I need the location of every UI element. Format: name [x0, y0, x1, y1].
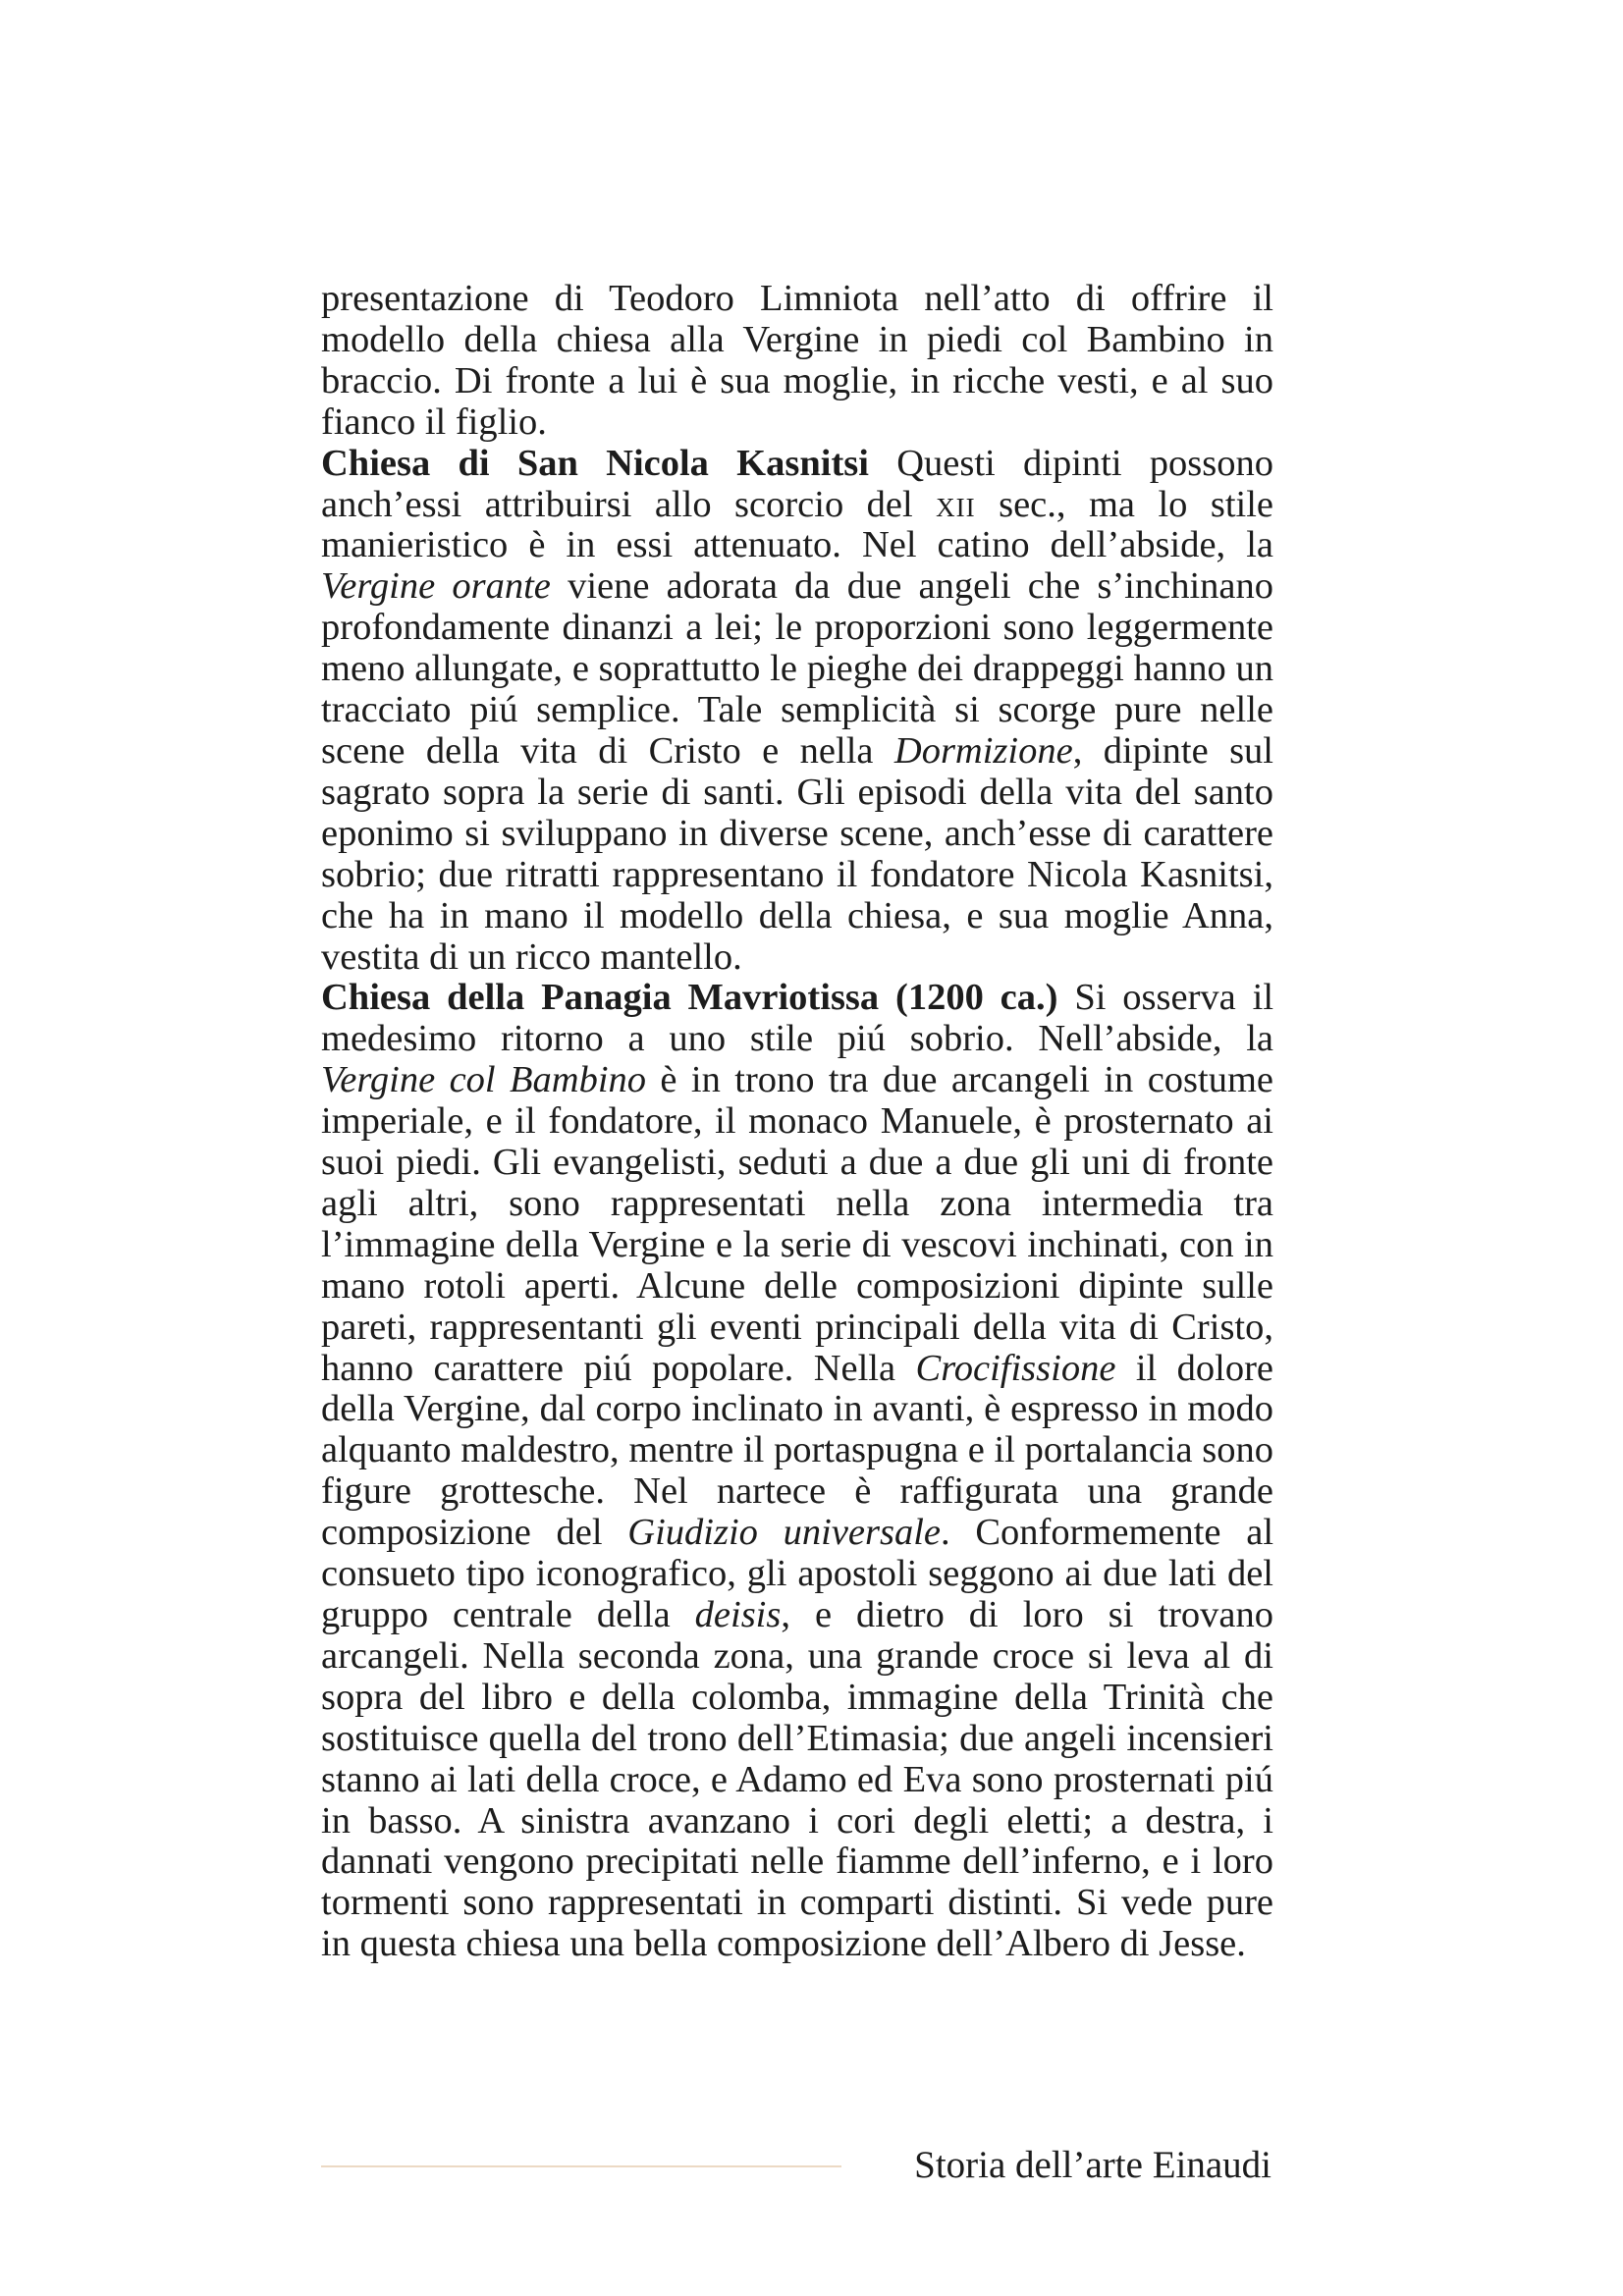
article-body — [321, 279, 1273, 1965]
paragraph-2-text-3: viene adorata da due angeli che s’inchinano profondamente dinanzi a lei; le proporzioni sono leggermente meno allungate, e soprattutto le pieghe dei drappeggi hanno un tracciato piú semplice. Tale semplicità si scorge pure nelle scene della vita di Cristo e nella — [321, 565, 1273, 772]
paragraph-3-text-1: Si osserva il medesimo ritorno a uno stile piú sobrio. Nell’abside, la — [321, 977, 1274, 1060]
paragraph-1-text: presentazione di Teodoro Limniota nell’atto di offrire il modello della chiesa alla Vergine in piedi col Bambino in braccio. Di fronte a lui è sua moglie, in ricche vesti, e al suo fianco il figlio. — [321, 278, 1273, 443]
paragraph-3-text-5: , e dietro di loro si trovano arcangeli. Nella seconda zona, una grande croce si leva al di sopra del libro e della colomba, immagine della Trinità che sostituisce quella del trono dell’Etimasia; due angeli incensieri stanno ai lati della croce, e Adamo ed Eva sono prosternati piú in basso. A sinistra avanzano i cori degli eletti; a destra, i dannati vengono precipitati nelle fiamme dell’inferno, e i loro tormenti sono rappresentati in comparti distinti. Si vede pure in questa chiesa una bella composizione dell’Albero di Jesse. — [321, 1594, 1273, 1965]
paragraph-3-text-2: è in trono tra due arcangeli in costume imperiale, e il fondatore, il monaco Manuele, è prosternato ai suoi piedi. Gli evangelisti, seduti a due a due gli uni di fronte agli altri, sono rappresentati nella zona intermedia tra l’immagine della Vergine e la serie di vescovi inchinati, con in mano rotoli aperti. Alcune delle composizioni dipinte sulle pareti, rappresentanti gli eventi principali della vita di Cristo, hanno carattere piú popolare. Nella — [321, 1059, 1274, 1389]
italic-vergine-orante: Vergine orante — [321, 565, 551, 608]
paragraph-3-text-4: . Conformemente al consueto tipo iconografico, gli apostoli seggono ai due lati del gruppo centrale della — [321, 1512, 1274, 1635]
century-numeral: xii — [936, 483, 976, 525]
paragraph-2-text-2: sec., ma lo stile manieristico è in essi attenuato. Nel catino dell’abside, la — [321, 483, 1273, 566]
paragraph-panagia-mavriotissa — [321, 978, 1273, 1965]
paragraph-san-nicola-kasnitsi — [321, 444, 1273, 979]
footer-rule — [321, 2165, 841, 2167]
italic-crocifissione: Crocifissione — [915, 1347, 1116, 1389]
italic-vergine-col-bambino: Vergine col Bambino — [321, 1059, 647, 1101]
italic-giudizio-universale: Giudizio universale — [627, 1512, 942, 1554]
section-heading-panagia-mavriotissa: Chiesa della Panagia Mavriotissa (1200 ca.) — [321, 977, 1058, 1019]
footer-publication-title: Storia dell’arte Einaudi — [914, 2144, 1271, 2186]
italic-dormizione: Dormizione — [893, 729, 1073, 772]
paragraph-1 — [321, 279, 1273, 444]
paragraph-3-text-3: il dolore della Vergine, dal corpo inclinato in avanti, è espresso in modo alquanto maldestro, mentre il portaspugna e il portalancia sono figure grottesche. Nel nartece è raffigurata una grande composizione del — [321, 1347, 1274, 1554]
italic-deisis: deisis — [694, 1594, 782, 1635]
paragraph-2-text-4: , dipinte sul sagrato sopra la serie di santi. Gli episodi della vita del santo eponimo si sviluppano in diverse scene, anch’esse di carattere sobrio; due ritratti rappresentano il fondatore Nicola Kasnitsi, che ha in mano il modello della chiesa, e sua moglie Anna, vestita di un ricco mantello. — [321, 729, 1274, 978]
section-heading-san-nicola: Chiesa di San Nicola Kasnitsi — [321, 442, 869, 484]
paragraph-2-text-1: Questi dipinti possono anch’essi attribuirsi allo scorcio del — [321, 442, 1273, 525]
